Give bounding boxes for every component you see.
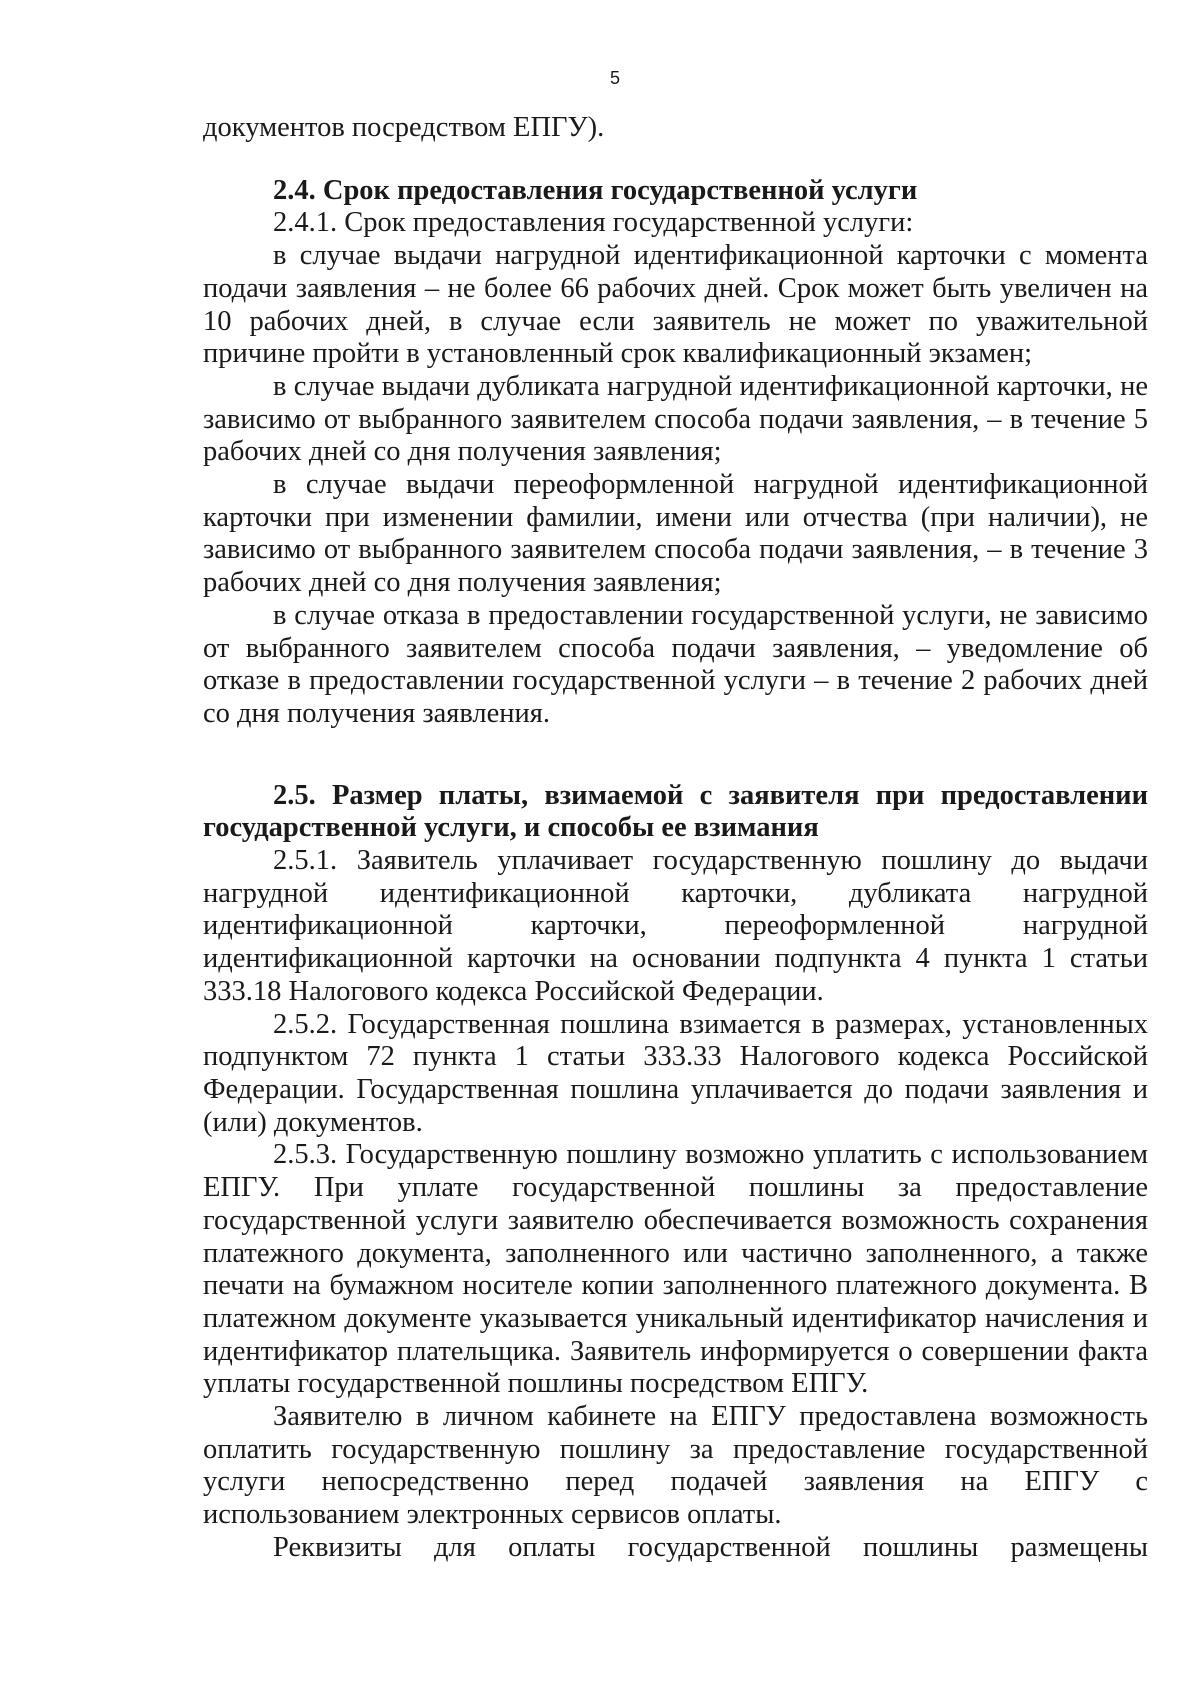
page-number: 5 xyxy=(609,68,620,88)
paragraph-2-5-2: 2.5.2. Государственная пошлина взимается в размерах, установленных подпунктом 72 пункта 1 статьи 333.33 Налогового кодекса Российской Федерации. Государственная пошлина уплачивается до подачи заявления и (или) документов. xyxy=(203,1008,1148,1138)
paragraph-2-5-1: 2.5.1. Заявитель уплачивает государственную пошлину до выдачи нагрудной идентификационной карточки, дубликата нагрудной идентификационной карточки, переоформленной нагрудной идентификационной карточки на основании подпункта 4 пункта 1 статьи 333.18 Налогового кодекса Российской Федерации. xyxy=(203,845,1148,1007)
paragraph-2-5-3: 2.5.3. Государственную пошлину возможно уплатить с использованием ЕПГУ. При уплате государственной пошлины за предоставление государственной услуги заявителю обеспечивается возможность сохранения платежного документа, заполненного или частично заполненного, а также печати на бумажном носителе копии заполненного платежного документа. В платежном документе указывается уникальный идентификатор начисления и идентификатор плательщика. Заявитель информируется о совершении факта уплаты государственной пошлины посредством ЕПГУ. xyxy=(203,1139,1148,1400)
paragraph-online-payment: Заявителю в личном кабинете на ЕПГУ предоставлена возможность оплатить государственную пошлину за предоставление государственной услуги непосредственно перед подачей заявления на ЕПГУ с использованием электронных сервисов оплаты. xyxy=(203,1401,1148,1531)
paragraph-reissued-card-term: в случае выдачи переоформленной нагрудной идентификационной карточки при изменении фамилии, имени или отчества (при наличии), не зависимо от выбранного заявителем способа подачи заявления, – в течение 3 рабочих дней со дня получения заявления; xyxy=(203,469,1148,599)
paragraph-refusal-term: в случае отказа в предоставлении государственной услуги, не зависимо от выбранного заявителем способа подачи заявления, – уведомление об отказе в предоставлении государственной услуги – в течение 2 рабочих дней со дня получения заявления. xyxy=(203,599,1148,729)
paragraph-2-4-1: 2.4.1. Срок предоставления государственной услуги: xyxy=(273,207,914,239)
section-2-4-heading: 2.4. Срок предоставления государственной услуги xyxy=(273,174,918,206)
paragraph-payment-details: Реквизиты для оплаты государственной пошлины размещены xyxy=(273,1531,1148,1563)
paragraph-duplicate-term: в случае выдачи дубликата нагрудной идентификационной карточки, не зависимо от выбранного заявителем способа подачи заявления, – в течение 5 рабочих дней со дня получения заявления; xyxy=(203,370,1148,468)
lead-line: документов посредством ЕПГУ). xyxy=(203,112,605,143)
section-2-5-heading: 2.5. Размер платы, взимаемой с заявителя при предоставлении государственной услуги, и способы ее взимания xyxy=(203,779,1148,844)
paragraph-card-issue-term: в случае выдачи нагрудной идентификационной карточки с момента подачи заявления – не более 66 рабочих дней. Срок может быть увеличен на 10 рабочих дней, в случае если заявитель не может по уважительной причине пройти в установленный срок квалификационный экзамен; xyxy=(203,240,1148,370)
document-body xyxy=(203,112,1148,1565)
